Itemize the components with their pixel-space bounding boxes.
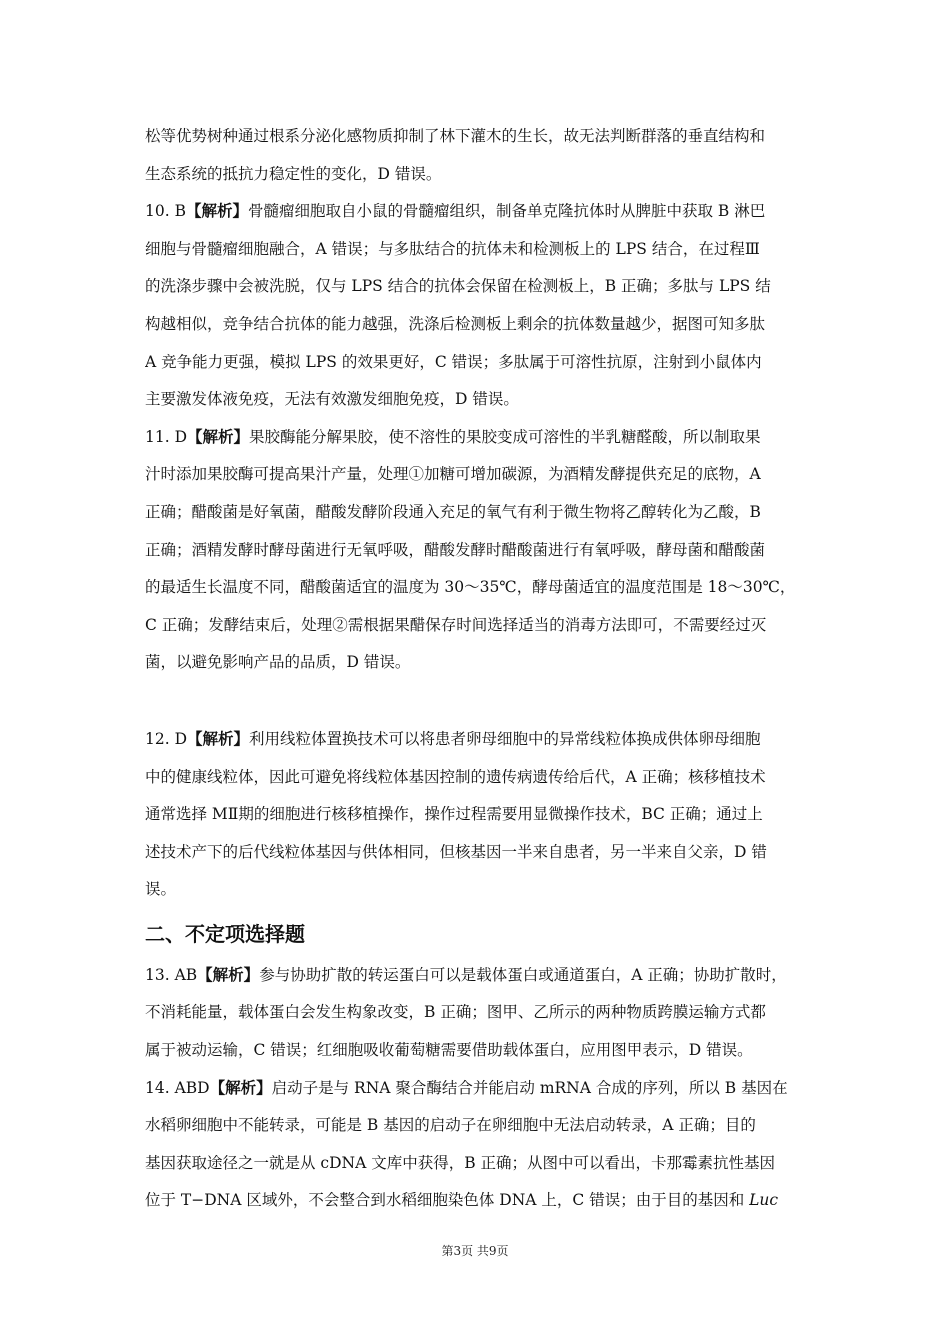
answer-10-number: 10. B: [145, 202, 186, 221]
answer-12-heading-line: [145, 721, 807, 759]
paragraph-line: 的洗涤步骤中会被洗脱，仅与 LPS 结合的抗体会保留在检测板上，B 正确；多肽与 LPS 结: [145, 277, 771, 296]
paragraph-line: [145, 1182, 807, 1220]
paragraph-line: 构越相似，竞争结合抗体的能力越强，洗涤后检测板上剩余的抗体数量越少，据图可知多肽: [145, 314, 766, 333]
paragraph-line: 述技术产下的后代线粒体基因与供体相同，但核基因一半来自患者，另一半来自父亲，D 错: [145, 842, 767, 861]
paragraph-line: 属于被动运输，C 错误；红细胞吸收葡萄糖需要借助载体蛋白，应用图甲表示，D 错误。: [145, 1041, 753, 1060]
paragraph-text: 位于 T−DNA 区域外，不会整合到水稻细胞染色体 DNA 上，C 错误；由于目的基因和: [145, 1191, 750, 1210]
answer-14-text: 启动子是与 RNA 聚合酶结合并能启动 mRNA 合成的序列，所以 B 基因在: [271, 1078, 788, 1097]
gene-name-italic: Luc: [749, 1191, 779, 1210]
answer-10-heading-line: [145, 193, 807, 231]
page-content: [145, 118, 807, 1220]
analysis-tag: 【解析】: [187, 729, 250, 748]
paragraph-line: 正确；酒精发酵时酵母菌进行无氧呼吸，醋酸发酵时醋酸菌进行有氧呼吸，酵母菌和醋酸菌: [145, 540, 766, 559]
paragraph-line: 水稻卵细胞中不能转录，可能是 B 基因的启动子在卵细胞中无法启动转录，A 正确；目的: [145, 1116, 756, 1135]
paragraph-line: 正确；醋酸菌是好氧菌，醋酸发酵阶段通入充足的氧气有利于微生物将乙醇转化为乙酸，B: [145, 502, 761, 521]
answer-13-heading-line: [145, 957, 807, 995]
paragraph-line: 的最适生长温度不同，醋酸菌适宜的温度为 30～35℃，酵母菌适宜的温度范围是 18～30℃，: [145, 578, 796, 597]
paragraph-line: A 竞争能力更强，模拟 LPS 的效果更好，C 错误；多肽属于可溶性抗原，注射到小鼠体内: [145, 352, 762, 371]
answer-13-number: 13. AB: [145, 965, 198, 984]
answer-11-heading-line: [145, 419, 807, 457]
paragraph-line: C 正确；发酵结束后，处理②需根据果醋保存时间选择适当的消毒方法即可，不需要经过灭: [145, 615, 767, 634]
answer-12-text: 利用线粒体置换技术可以将患者卵母细胞中的异常线粒体换成供体卵母细胞: [249, 729, 761, 748]
analysis-tag: 【解析】: [209, 1078, 272, 1097]
paragraph-line: 基因获取途径之一就是从 cDNA 文库中获得，B 正确；从图中可以看出，卡那霉素抗性基因: [145, 1153, 776, 1172]
paragraph-line: 细胞与骨髓瘤细胞融合，A 错误；与多肽结合的抗体未和检测板上的 LPS 结合，在过程Ⅲ: [145, 239, 760, 258]
paragraph-line: 松等优势树种通过根系分泌化感物质抑制了林下灌木的生长，故无法判断群落的垂直结构和: [145, 127, 766, 145]
paragraph-line: 误。: [145, 880, 177, 899]
blank-gap: [145, 682, 807, 721]
paragraph-line: 中的健康线粒体，因此可避免将线粒体基因控制的遗传病遗传给后代，A 正确；核移植技术: [145, 767, 766, 786]
answer-12-number: 12. D: [145, 729, 188, 748]
answer-14-number: 14. ABD: [145, 1078, 210, 1097]
answer-14-heading-line: [145, 1070, 807, 1108]
paragraph-line: 主要激发体液免疫，无法有效激发细胞免疫，D 错误。: [145, 390, 519, 409]
analysis-tag: 【解析】: [185, 202, 248, 221]
section-heading: 二、不定项选择题: [145, 921, 305, 946]
answer-11-number: 11. D: [145, 427, 188, 446]
paragraph-line: 不消耗能量，载体蛋白会发生构象改变，B 正确；图甲、乙所示的两种物质跨膜运输方式都: [145, 1003, 766, 1022]
paragraph-line: 菌，以避免影响产品的品质，D 错误。: [145, 653, 411, 672]
page-footer: 第3页 共9页: [441, 1244, 509, 1258]
paragraph-line: 生态系统的抵抗力稳定性的变化，D 错误。: [145, 164, 442, 183]
answer-13-text: 参与协助扩散的转运蛋白可以是载体蛋白或通道蛋白，A 正确；协助扩散时，: [259, 965, 787, 984]
analysis-tag: 【解析】: [197, 965, 260, 984]
paragraph-line: 汁时添加果胶酶可提高果汁产量，处理①加糖可增加碳源，为酒精发酵提供充足的底物，A: [145, 465, 761, 484]
answer-11-text: 果胶酶能分解果胶，使不溶性的果胶变成可溶性的半乳糖醛酸，所以制取果: [249, 427, 761, 446]
paragraph-line: 通常选择 MⅡ期的细胞进行核移植操作，操作过程需要用显微操作技术，BC 正确；通过上: [145, 805, 763, 824]
answer-10-text: 骨髓瘤细胞取自小鼠的骨髓瘤组织，制备单克隆抗体时从脾脏中获取 B 淋巴: [247, 202, 766, 221]
analysis-tag: 【解析】: [187, 427, 250, 446]
